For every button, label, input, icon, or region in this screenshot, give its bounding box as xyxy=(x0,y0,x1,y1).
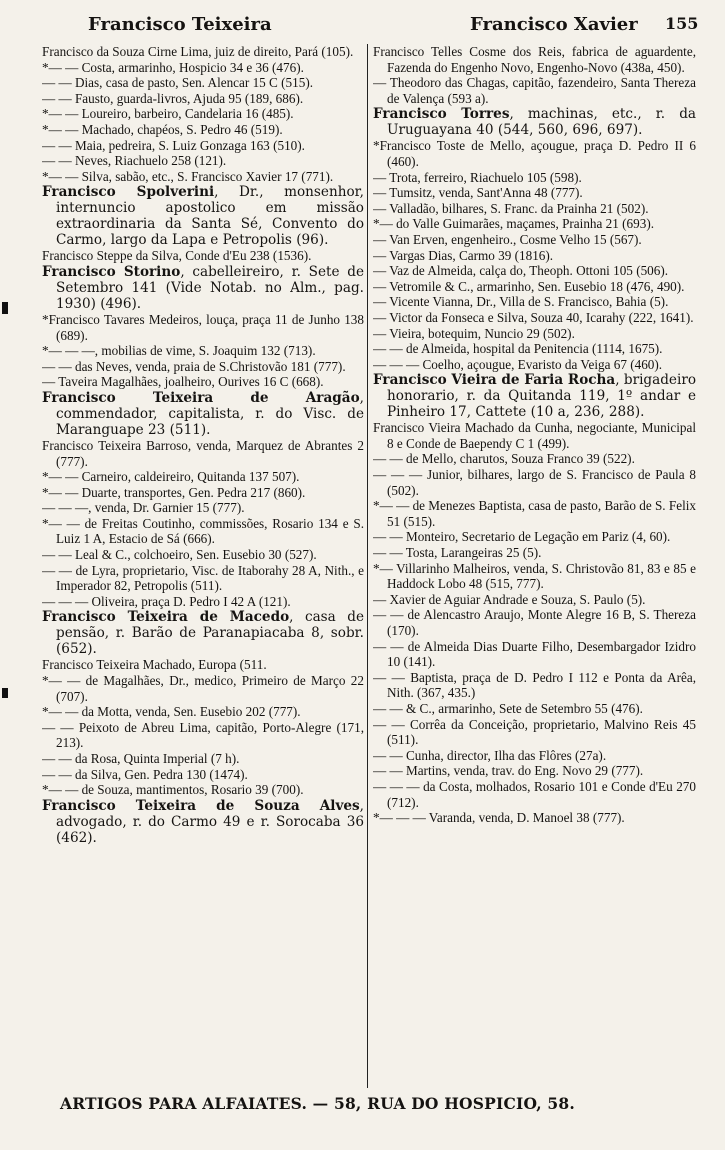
directory-entry: — — Maia, pedreira, S. Luiz Gonzaga 163 (510). xyxy=(42,137,305,153)
directory-entry: — Trota, ferreiro, Riachuelo 105 (598). xyxy=(373,169,582,185)
directory-entry: — Tumsitz, venda, Sant'Anna 48 (777). xyxy=(373,185,583,201)
header-left-name: Francisco Teixeira xyxy=(88,14,272,35)
right-column xyxy=(373,44,696,1088)
directory-entry: — — Baptista, praça de D. Pedro I 112 e Ponta da Arêa, Nith. (367, 435.) xyxy=(373,669,696,701)
footer-advertisement: ARTIGOS PARA ALFAIATES. — 58, RUA DO HOSPICIO, 58. xyxy=(60,1094,575,1113)
directory-entry: — — Leal & C., colchoeiro, Sen. Eusebio 30 (527). xyxy=(42,547,317,563)
directory-entry: — — da Rosa, Quinta Imperial (7 h). xyxy=(42,751,240,766)
directory-entry: — — da Silva, Gen. Pedra 130 (1474). xyxy=(42,766,248,782)
directory-entry: *— do Valle Guimarães, maçames, Prainha 21 (693). xyxy=(373,216,655,232)
directory-entry: — — de Almeida, hospital da Penitencia (1114, 1675). xyxy=(373,341,663,357)
left-column xyxy=(42,44,364,1088)
directory-entry: *— — Machado, chapéos, S. Pedro 46 (519). xyxy=(42,121,283,137)
directory-entry: — — Corrêa da Conceição, proprietario, Malvino Reis 45 (511). xyxy=(373,716,696,748)
directory-entry: — Taveira Magalhães, joalheiro, Ourives 16 C (668). xyxy=(42,374,324,390)
directory-entry: *— — de Souza, mantimentos, Rosario 39 (700). xyxy=(42,782,304,798)
directory-entry: — Vieira, botequim, Nuncio 29 (502). xyxy=(373,325,575,341)
directory-entry: — — das Neves, venda, praia de S.Christovão 181 (777). xyxy=(42,358,346,374)
directory-entry: Francisco Teixeira Machado, Europa (511. xyxy=(42,657,267,673)
directory-entry: — Van Erven, engenheiro., Cosme Velho 15 (567). xyxy=(373,231,642,247)
page-header xyxy=(40,8,715,36)
directory-entry: *— — — Varanda, venda, D. Manoel 38 (777). xyxy=(373,810,625,826)
directory-entry: *— — da Motta, venda, Sen. Eusebio 202 (777). xyxy=(42,704,301,720)
directory-entry: *— — Costa, armarinho, Hospicio 34 e 36 (476). xyxy=(42,59,304,75)
directory-entry: — — de Almeida Dias Duarte Filho, Desembargador Izidro 10 (141). xyxy=(373,638,696,670)
margin-mark xyxy=(2,302,8,314)
header-right-name: Francisco Xavier xyxy=(470,14,638,35)
directory-entry: Francisco Steppe da Silva, Conde d'Eu 238 (1536). xyxy=(42,248,312,264)
directory-entry: — Victor da Fonseca e Silva, Souza 40, Icarahy (222, 1641). xyxy=(373,309,694,325)
directory-entry: — — de Lyra, proprietario, Visc. de Itaborahy 28 A, Nith., e Imperador 82, Petropolis (511). xyxy=(42,562,364,594)
directory-entry: Francisco Teixeira de Souza Alves, advogado, r. do Carmo 49 e r. Sorocaba 36 (462). xyxy=(42,797,364,846)
directory-entry: — Valladão, bilhares, S. Franc. da Prainha 21 (502). xyxy=(373,200,649,216)
directory-entry: — Vicente Vianna, Dr., Villa de S. Francisco, Bahia (5). xyxy=(373,294,669,310)
directory-entry: — — — Oliveira, praça D. Pedro I 42 A (121). xyxy=(42,593,291,609)
directory-entry: — — Fausto, guarda-livros, Ajuda 95 (189, 686). xyxy=(42,90,304,106)
directory-entry: *— Villarinho Malheiros, venda, S. Christovão 81, 83 e 85 e Haddock Lobo 48 (515, 777). xyxy=(373,560,696,592)
directory-entry: — — Monteiro, Secretario de Legação em Pariz (4, 60). xyxy=(373,529,671,545)
directory-entry: *— — —, mobilias de vime, S. Joaquim 132 (713). xyxy=(42,343,316,359)
directory-entry: *— — Silva, sabão, etc., S. Francisco Xavier 17 (771). xyxy=(42,168,334,184)
directory-entry: — Xavier de Aguiar Andrade e Souza, S. Paulo (5). xyxy=(373,591,646,607)
directory-entry: — — — Junior, bilhares, largo de S. Francisco de Paula 8 (502). xyxy=(373,467,696,498)
directory-entry: Francisco Teixeira de Aragão, commendador, capitalista, r. do Visc. de Maranguape 23 (511). xyxy=(42,389,364,438)
directory-entry: — — Dias, casa de pasto, Sen. Alencar 15 C (515). xyxy=(42,75,314,91)
directory-entry: — — Cunha, director, Ilha das Flôres (27a). xyxy=(373,747,607,763)
directory-entry: *— — Loureiro, barbeiro, Candelaria 16 (485). xyxy=(42,106,294,122)
directory-entry: — — —, venda, Dr. Garnier 15 (777). xyxy=(42,500,245,516)
directory-entry: *Francisco Toste de Mello, açougue, praça D. Pedro II 6 (460). xyxy=(373,138,696,169)
directory-entry: Francisco da Souza Cirne Lima, juiz de direito, Pará (105). xyxy=(42,44,354,59)
directory-entry: Francisco Teixeira de Macedo, casa de pensão, r. Barão de Paranapiacaba 8, sobr. (652). xyxy=(42,609,364,658)
directory-entry: — — — Coelho, açougue, Evaristo da Veiga 67 (460). xyxy=(373,356,663,372)
directory-entry: Francisco Storino, cabelleireiro, r. Sete de Setembro 141 (Vide Notab. no Alm., pag. 1930) (496). xyxy=(42,263,364,312)
directory-entry: — — — da Costa, molhados, Rosario 101 e Conde d'Eu 270 (712). xyxy=(373,778,696,810)
directory-entry: — — de Alencastro Araujo, Monte Alegre 16 B, S. Thereza (170). xyxy=(373,607,696,638)
directory-entry: — — Peixoto de Abreu Lima, capitão, Porto-Alegre (171, 213). xyxy=(42,719,364,751)
directory-entry: Francisco Vieira de Faria Rocha, brigadeiro honorario, r. da Quitanda 119, 1º andar e Pinheiro 17, Cattete (10 a, 236, 288). xyxy=(373,372,696,421)
directory-entry: — — de Mello, charutos, Souza Franco 39 (522). xyxy=(373,451,635,467)
directory-entry: — — Tosta, Larangeiras 25 (5). xyxy=(373,545,542,561)
column-divider xyxy=(367,44,368,1088)
directory-entry: Francisco Telles Cosme dos Reis, fabrica de aguardente, Fazenda do Engenho Novo, Engenho-Novo (438a, 450). xyxy=(373,44,696,75)
directory-entry: — Vetromile & C., armarinho, Sen. Eusebio 18 (476, 490). xyxy=(373,278,685,294)
directory-entry: — — Martins, venda, trav. do Eng. Novo 29 (777). xyxy=(373,763,644,779)
directory-entry: — — Neves, Riachuelo 258 (121). xyxy=(42,153,227,169)
directory-entry: *— — de Menezes Baptista, casa de pasto, Barão de S. Felix 51 (515). xyxy=(373,498,696,529)
directory-entry: Francisco Teixeira Barroso, venda, Marquez de Abrantes 2 (777). xyxy=(42,437,364,469)
directory-entry: — — & C., armarinho, Sete de Setembro 55 (476). xyxy=(373,700,643,716)
directory-entry: — Theodoro das Chagas, capitão, fazendeiro, Santa Thereza de Valença (593 a). xyxy=(373,75,696,106)
directory-entry: Francisco Torres, machinas, etc., r. da Uruguayana 40 (544, 560, 696, 697). xyxy=(373,106,696,139)
directory-entry: *— — Carneiro, caldeireiro, Quitanda 137 507). xyxy=(42,469,300,485)
directory-entry: *— — Duarte, transportes, Gen. Pedra 217 (860). xyxy=(42,484,306,500)
directory-entry: *— — de Magalhães, Dr., medico, Primeiro de Março 22 (707). xyxy=(42,673,364,704)
margin-mark xyxy=(2,688,8,698)
directory-entry: — Vaz de Almeida, calça do, Theoph. Ottoni 105 (506). xyxy=(373,263,669,279)
directory-entry: *Francisco Tavares Medeiros, louça, praça 11 de Junho 138 (689). xyxy=(42,311,364,343)
directory-entry: *— — de Freitas Coutinho, commissões, Rosario 134 e S. Luiz 1 A, Estacio de Sá (666). xyxy=(42,515,364,547)
directory-entry: — Vargas Dias, Carmo 39 (1816). xyxy=(373,247,554,263)
directory-entry: Francisco Vieira Machado da Cunha, negociante, Municipal 8 e Conde de Baependy C 1 (499). xyxy=(373,420,696,451)
page-number: 155 xyxy=(665,14,699,33)
directory-entry: Francisco Spolverini, Dr., monsenhor, internuncio apostolico em missão extraordinaria da Santa Sé, Convento do Carmo, largo da Lapa e Petropolis (96). xyxy=(42,184,364,249)
